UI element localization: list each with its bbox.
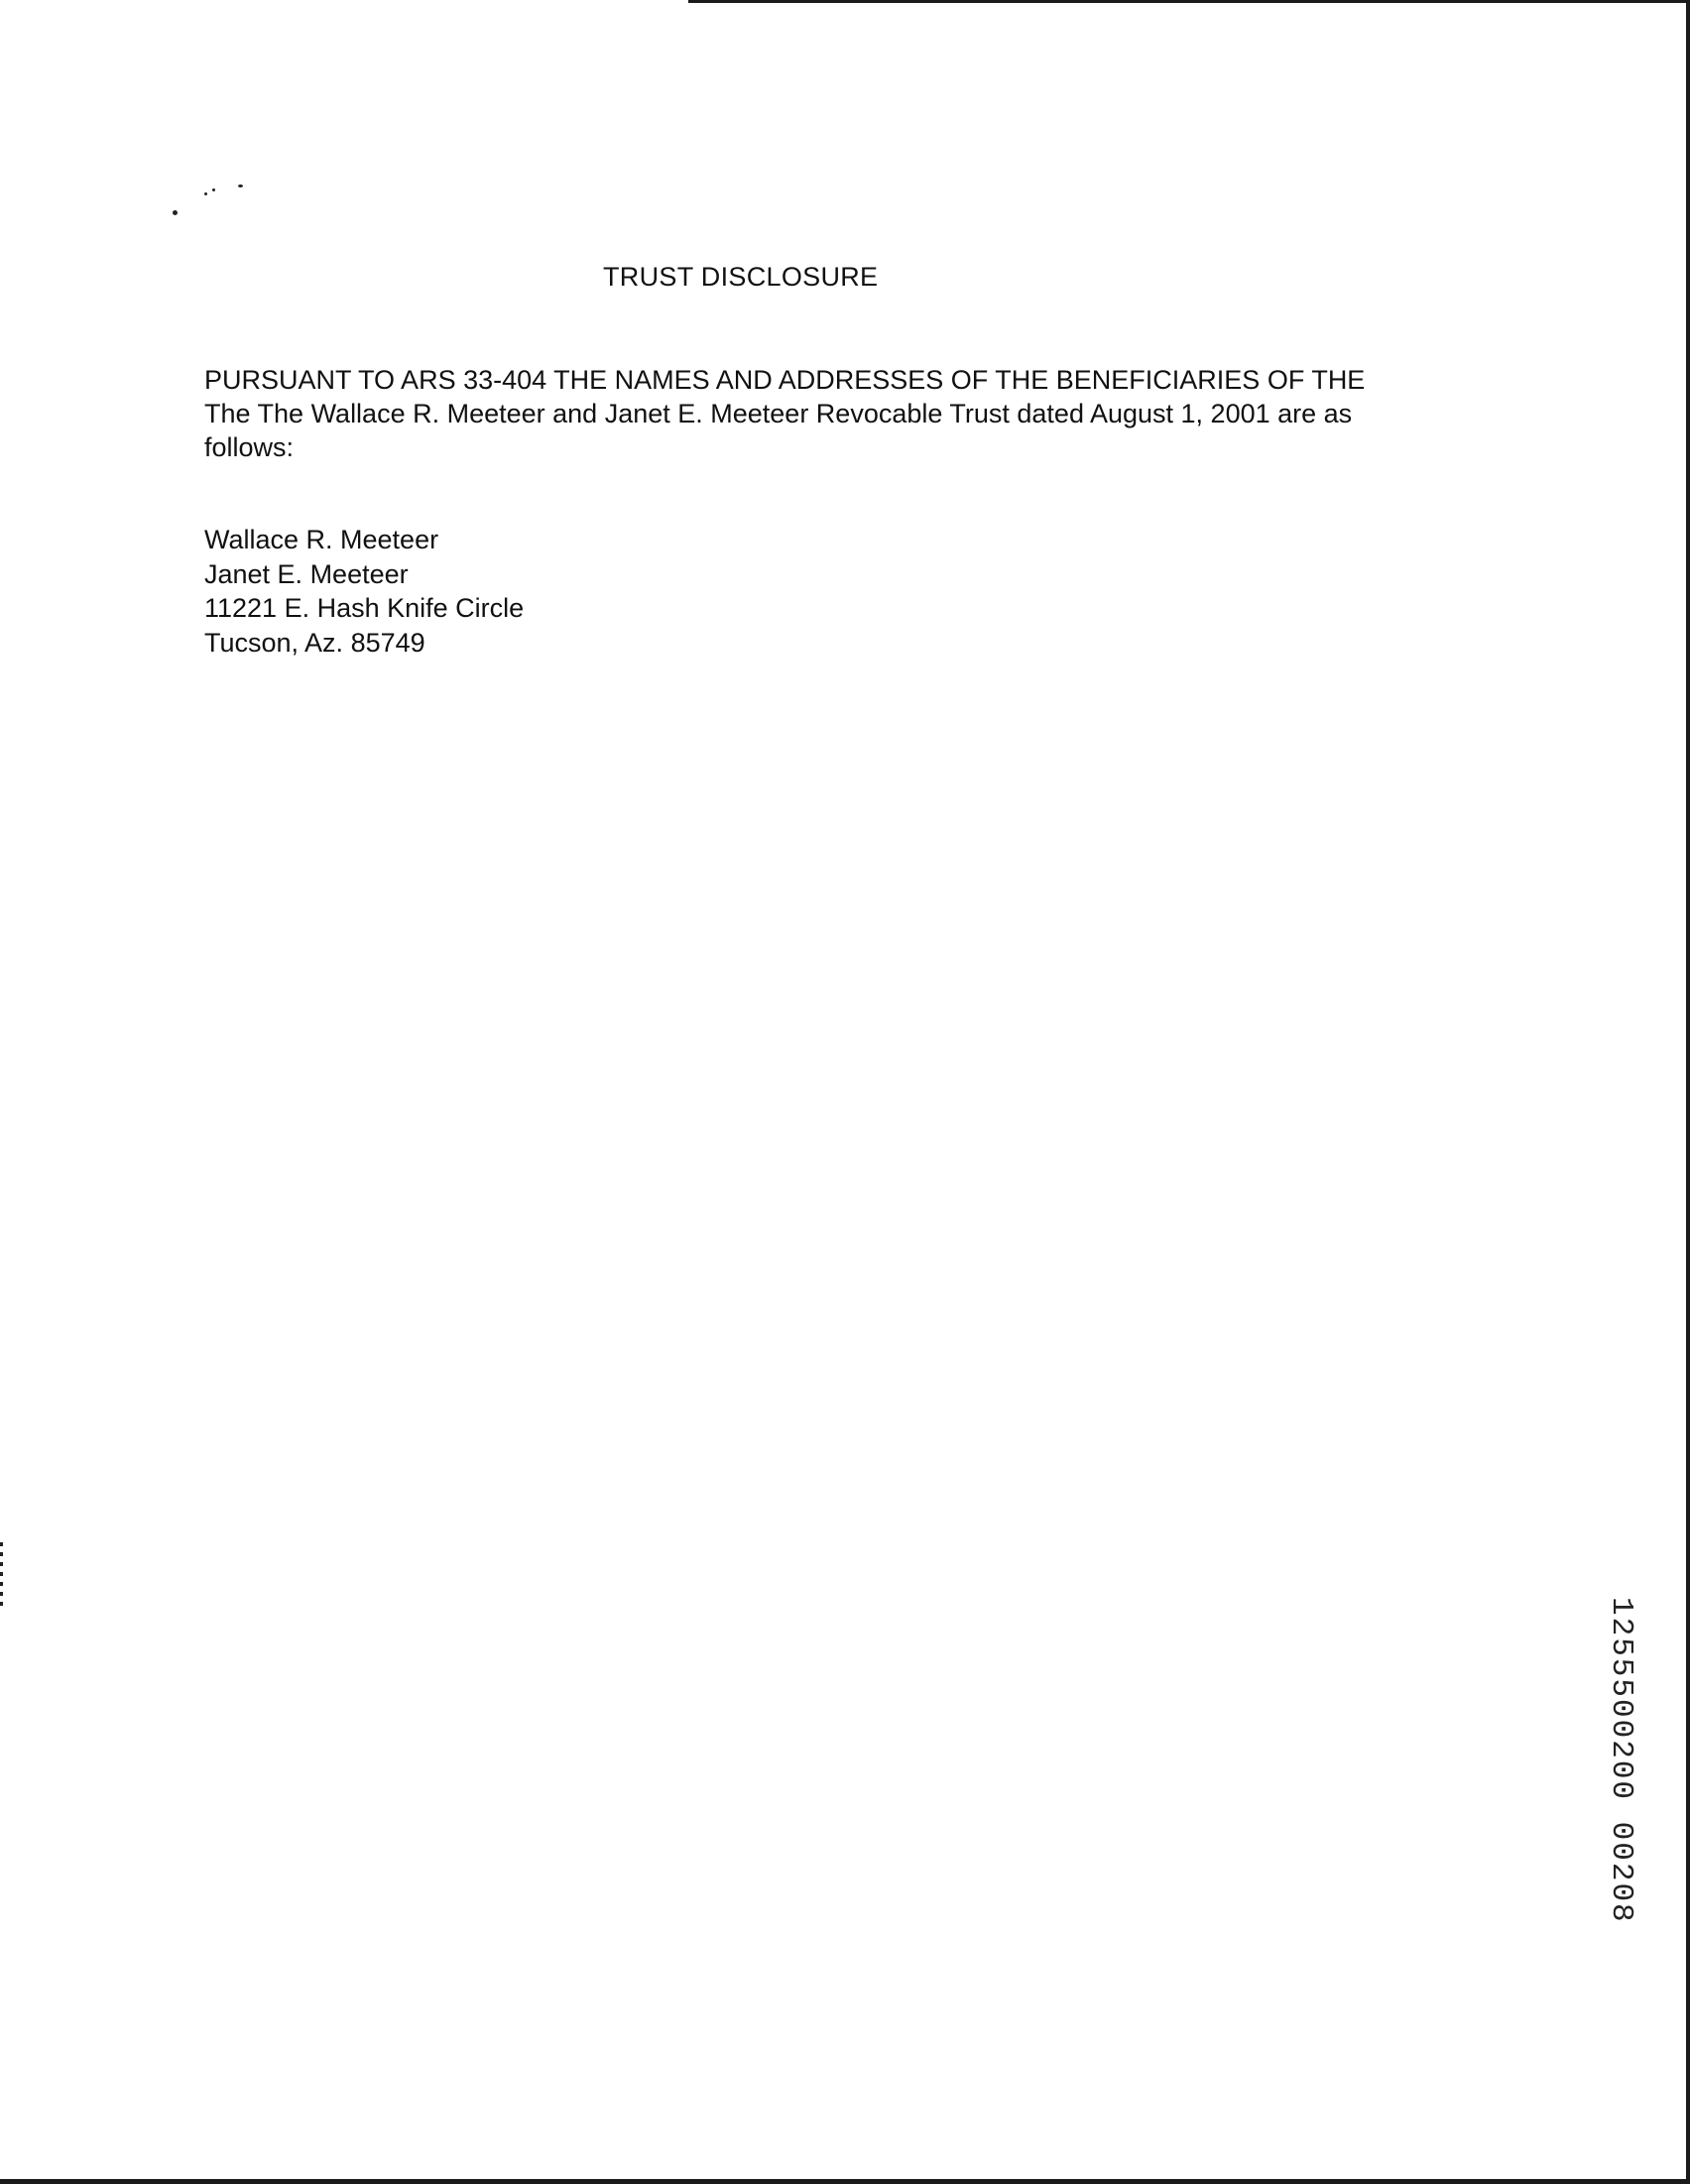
paragraph-line: follows: (204, 432, 295, 462)
beneficiary-line: Janet E. Meeteer (204, 558, 409, 589)
paragraph-line: The The Wallace R. Meeteer and Janet E. Meeteer Revocable Trust dated August 1, 2001 are as (204, 399, 1353, 428)
paragraph-line: PURSUANT TO ARS 33-404 THE NAMES AND ADDRESSES OF THE BENEFICIARIES OF THE (204, 365, 1366, 395)
scan-edge-bottom (0, 2179, 1690, 2184)
scan-specks (167, 179, 256, 228)
disclosure-paragraph (204, 363, 1494, 464)
beneficiary-line: 11221 E. Hash Knife Circle (204, 593, 525, 623)
bates-number: 1255500200 00208 (1604, 1597, 1638, 1924)
scan-edge-right (1686, 0, 1690, 2184)
beneficiary-line: Tucson, Az. 85749 (204, 627, 425, 658)
beneficiary-line: Wallace R. Meeteer (204, 525, 439, 554)
beneficiary-address-block (204, 523, 524, 660)
document-title: TRUST DISCLOSURE (603, 262, 879, 292)
scan-edge-left-marks (0, 1542, 3, 1612)
scan-edge-top (688, 0, 1690, 3)
